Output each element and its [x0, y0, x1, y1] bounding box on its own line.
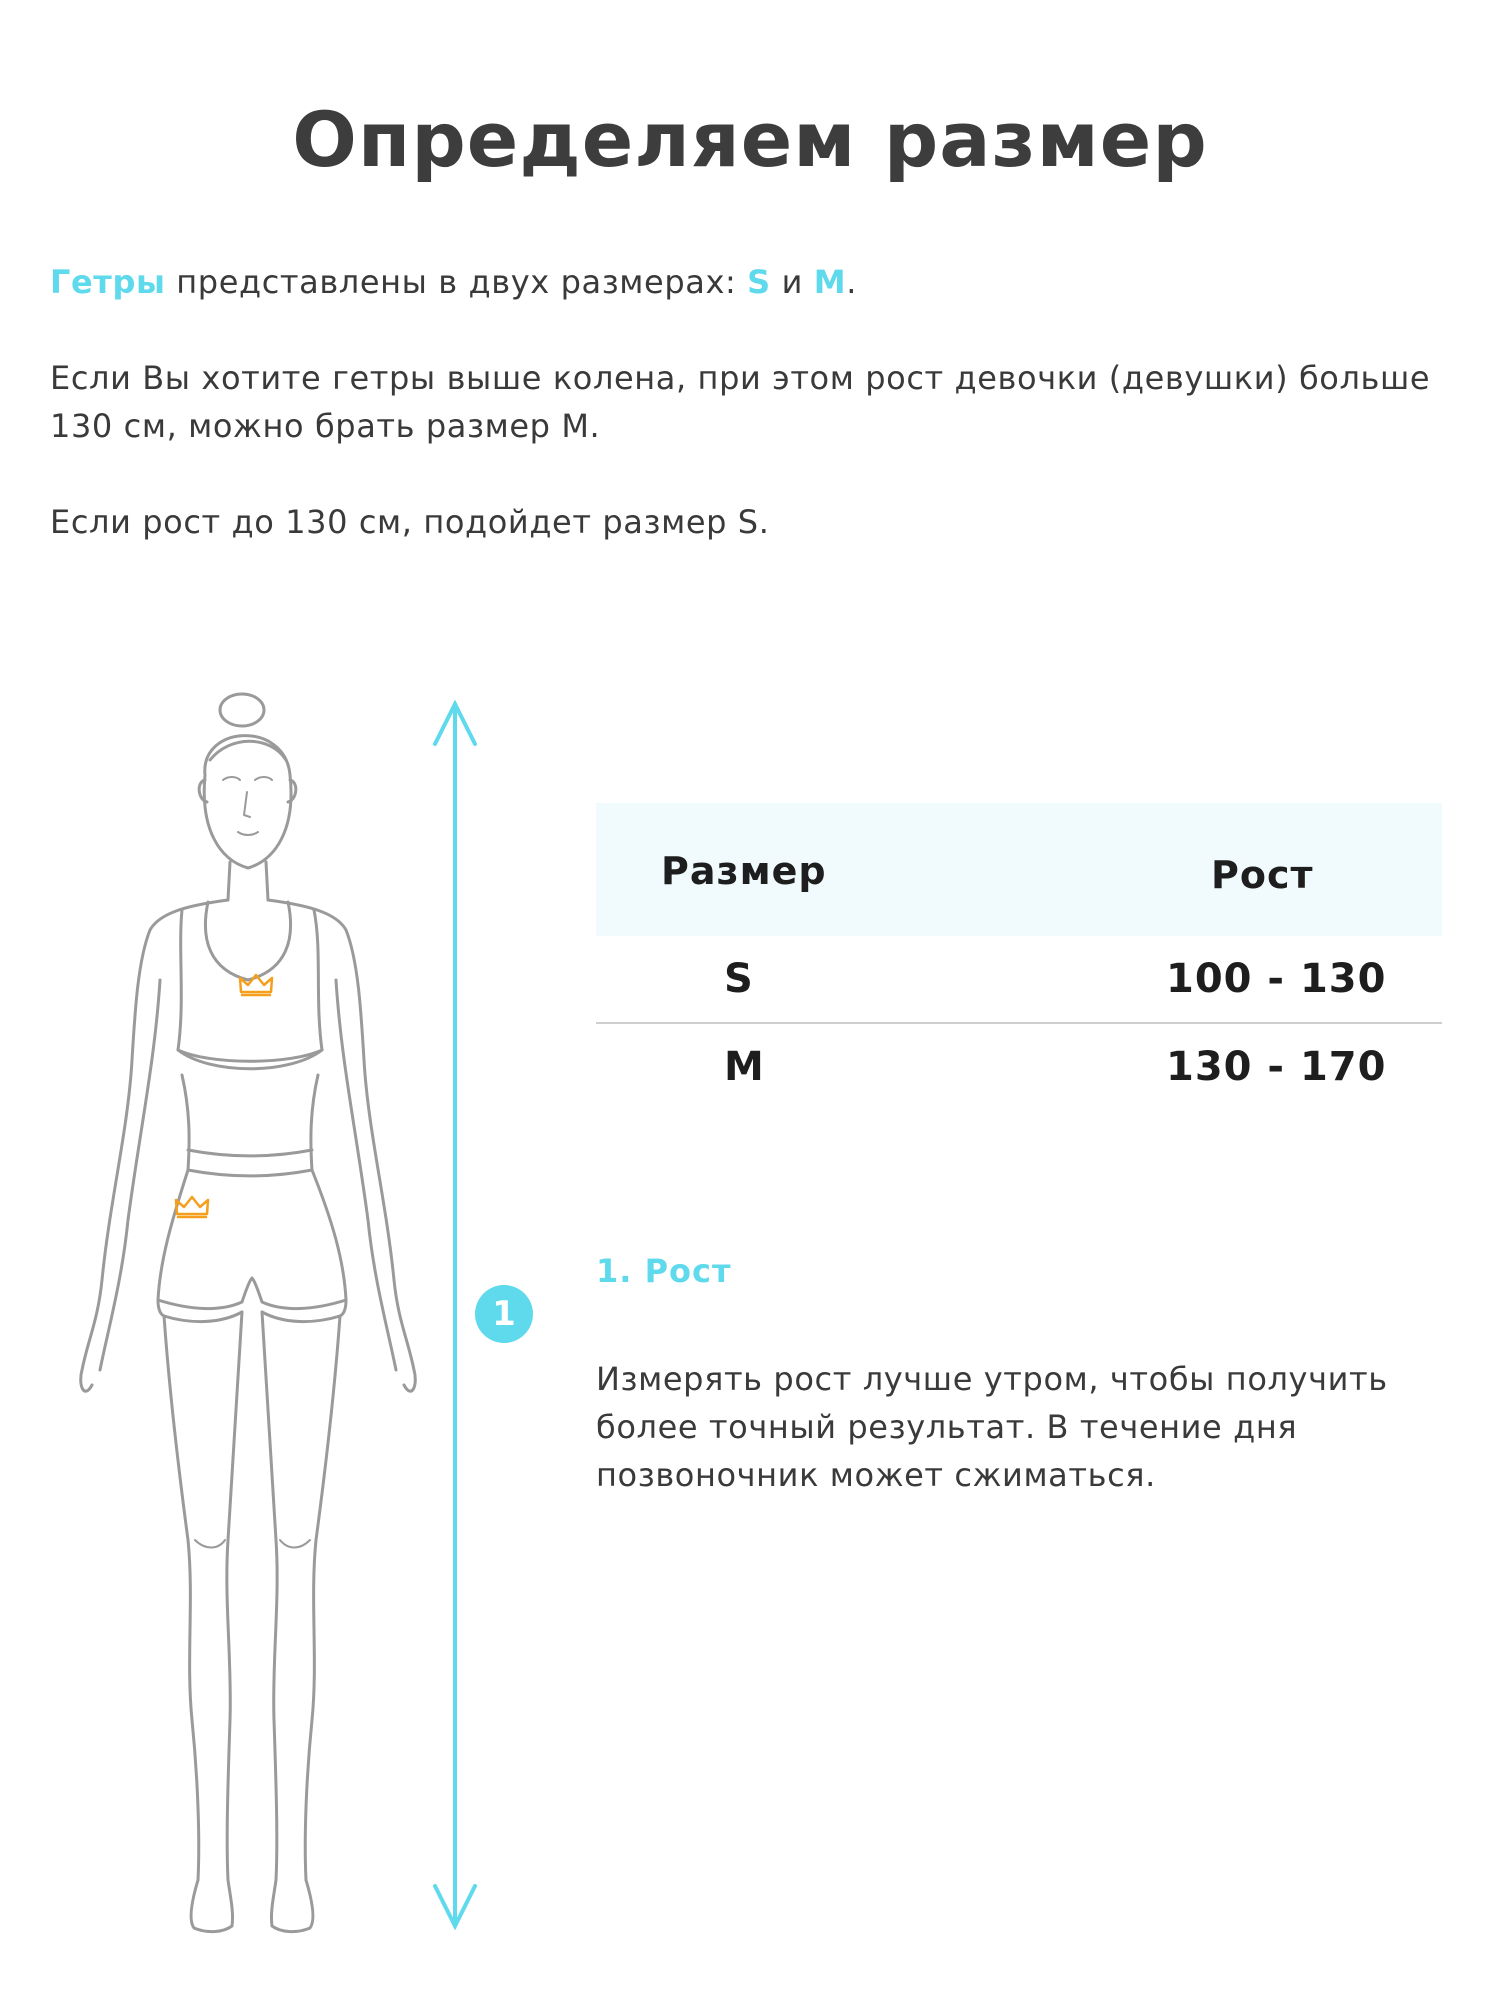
- table-row: [596, 1024, 1442, 1110]
- size-table-header: [596, 803, 1442, 936]
- step-description: Измерять рост лучше утром, чтобы получить более точный результат. В течение дня позвоночник может сжиматься.: [596, 1360, 1388, 1494]
- product-name: Гетры: [50, 263, 166, 301]
- crown-icon: [174, 1194, 210, 1220]
- crown-icon: [238, 972, 274, 998]
- header-size: Размер: [661, 849, 827, 893]
- row-size: S: [724, 956, 754, 1002]
- page-title: Определяем размер: [292, 95, 1208, 184]
- step-title: 1. Рост: [596, 1252, 732, 1290]
- header-height: Рост: [1211, 853, 1314, 897]
- female-figure-illustration: [60, 680, 450, 1950]
- size-s-label: S: [747, 263, 771, 301]
- step-number-badge: 1: [475, 1285, 533, 1343]
- intro-paragraph-3: Если рост до 130 см, подойдет размер S.: [50, 503, 770, 541]
- intro-text: [50, 258, 1470, 594]
- table-row: [596, 936, 1442, 1024]
- row-height: 130 - 170: [1166, 1044, 1387, 1090]
- size-table: [596, 803, 1442, 1110]
- row-size: M: [724, 1044, 765, 1090]
- intro-paragraph-1: Гетры представлены в двух размерах: S и M.: [50, 263, 857, 301]
- intro-paragraph-2: Если Вы хотите гетры выше колена, при этом рост девочки (девушки) больше 130 см, можно брать размер М.: [50, 359, 1431, 445]
- row-height: 100 - 130: [1166, 956, 1387, 1002]
- size-m-label: M: [813, 263, 847, 301]
